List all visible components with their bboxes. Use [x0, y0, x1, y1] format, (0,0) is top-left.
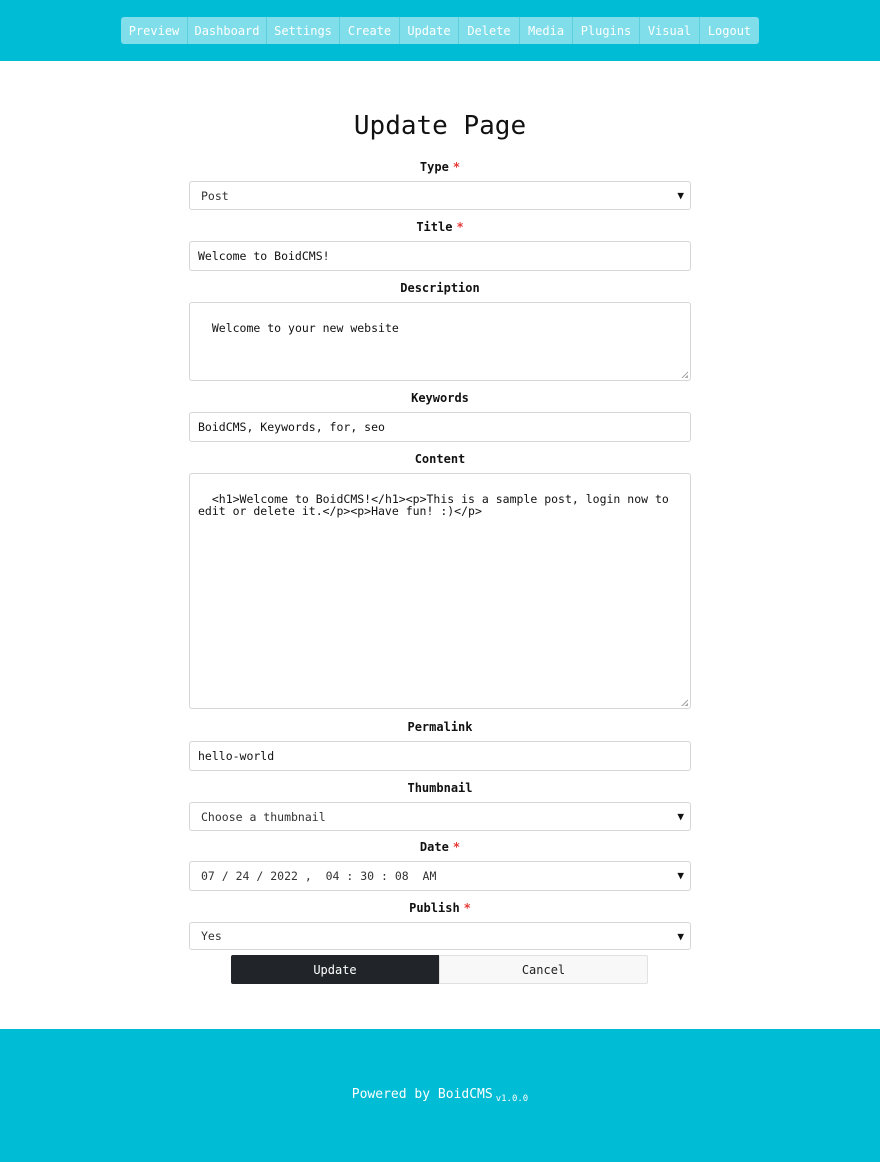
- cancel-button[interactable]: Cancel: [439, 955, 648, 984]
- nav-item-update[interactable]: Update: [400, 17, 459, 44]
- brand-link[interactable]: BoidCMS: [437, 1087, 493, 1102]
- type-label-text: Type: [419, 160, 449, 174]
- description-label: Description: [400, 281, 480, 295]
- description-textarea-value: Welcome to your new website: [211, 321, 399, 336]
- publish-select[interactable]: [189, 922, 691, 950]
- version-label: v1.0.0: [495, 1094, 529, 1104]
- nav-item-create[interactable]: Create: [340, 17, 400, 44]
- type-select-value: Post: [201, 188, 229, 203]
- content-textarea[interactable]: [189, 473, 691, 709]
- required-marker: *: [456, 220, 464, 234]
- dropdown-arrow-icon: ▼: [677, 810, 684, 823]
- title-label-text: Title: [416, 220, 453, 234]
- nav-item-visual[interactable]: Visual: [640, 17, 700, 44]
- publish-select-value: Yes: [201, 929, 222, 943]
- update-button[interactable]: Update: [231, 955, 439, 984]
- content-label: Content: [414, 452, 466, 466]
- nav-item-settings[interactable]: Settings: [267, 17, 340, 44]
- keywords-input[interactable]: [189, 412, 691, 442]
- nav-item-logout[interactable]: Logout: [707, 23, 752, 38]
- type-label: [189, 160, 691, 174]
- date-input-value: 07 / 24 / 2022 , 04 : 30 : 08 AM: [201, 869, 437, 883]
- description-textarea[interactable]: [189, 302, 691, 381]
- powered-by-text: Powered by: [351, 1087, 431, 1102]
- title-input[interactable]: [189, 241, 691, 271]
- nav-item-dashboard[interactable]: Dashboard: [188, 17, 267, 44]
- required-marker: *: [452, 160, 461, 174]
- permalink-input-value: hello-world: [198, 749, 275, 763]
- main-nav: [121, 17, 759, 44]
- required-marker: *: [463, 901, 471, 915]
- publish-label-text: Publish: [409, 901, 460, 915]
- thumbnail-label: Thumbnail: [407, 781, 473, 795]
- content-textarea-value: <h1>Welcome to BoidCMS!</h1><p>This is a sample post, login now to edit or delete it.</p><p>Have fun! :)</p>: [198, 492, 676, 519]
- page-title: Update Page: [353, 111, 527, 141]
- footer-text: [0, 1087, 880, 1102]
- dropdown-arrow-icon: ▼: [677, 189, 684, 202]
- nav-item-plugins[interactable]: Plugins: [573, 17, 640, 44]
- date-input[interactable]: [189, 861, 691, 891]
- top-bar: [0, 0, 880, 61]
- required-marker: *: [452, 840, 461, 854]
- permalink-label: Permalink: [407, 720, 473, 734]
- publish-label: [189, 901, 691, 915]
- nav-item-preview[interactable]: Preview: [121, 17, 188, 44]
- resize-handle-icon[interactable]: [681, 699, 688, 706]
- title-input-value: Welcome to BoidCMS!: [198, 249, 330, 263]
- keywords-input-value: BoidCMS, Keywords, for, seo: [198, 420, 385, 434]
- permalink-input[interactable]: [189, 741, 691, 771]
- nav-item-delete[interactable]: Delete: [459, 17, 520, 44]
- nav-item-media[interactable]: Media: [520, 17, 573, 44]
- dropdown-arrow-icon[interactable]: ▼: [677, 869, 684, 882]
- resize-handle-icon[interactable]: [681, 371, 688, 378]
- dropdown-arrow-icon: ▼: [677, 930, 684, 943]
- date-label: [189, 840, 691, 854]
- date-label-text: Date: [419, 840, 449, 854]
- thumbnail-select-value: Choose a thumbnail: [201, 809, 326, 824]
- type-select[interactable]: [189, 181, 691, 210]
- keywords-label: Keywords: [411, 391, 469, 405]
- title-label: [189, 220, 691, 234]
- thumbnail-select[interactable]: [189, 802, 691, 831]
